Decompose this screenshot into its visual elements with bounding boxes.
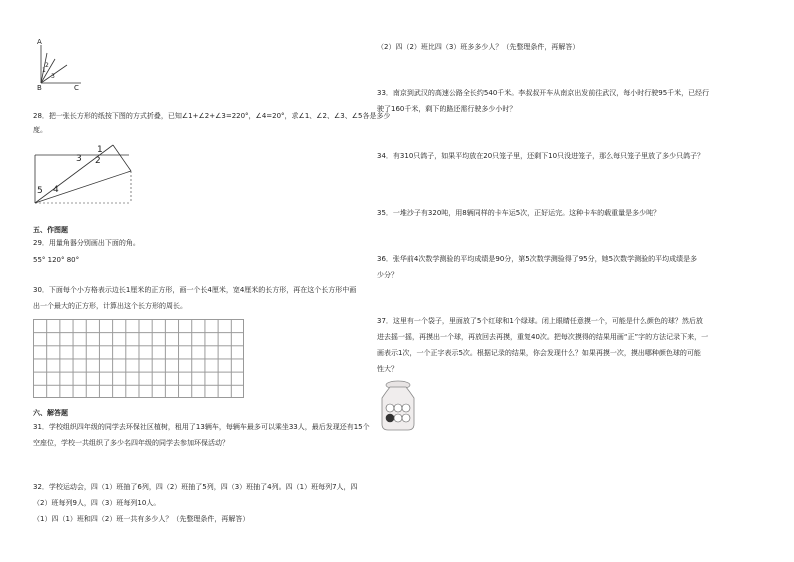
fold-angle-5-label: 5 [37,186,43,196]
ball-icon [402,414,410,422]
ball-bag-illustration [376,378,420,432]
q32-line2: （2）班每列9人，四（3）班每列10人。 [33,499,161,507]
square-grid [33,319,244,398]
q36-line1: 36．张华前4次数学测验的平均成绩是90分，第5次数学测验得了95分，她5次数学测验的平均成绩是多 [377,255,698,263]
q31-line2: 空座位，学校一共组织了多少名四年级的同学去参加环保活动？ [33,439,229,447]
ball-icon [386,414,394,422]
q37-line3: 画表示1次，一个正字表示5次。根据记录的结果，你会发现什么？如果再摸一次，摸出哪种颜色球的可能 [377,349,701,357]
point-b-label: B [37,84,42,92]
angle-1-label: 1 [42,67,46,74]
q31-line1: 31．学校组织四年级的同学去环保社区植树，租用了13辆车，每辆车最多可以乘坐33人，最后发现还有15个 [33,423,370,431]
q33-line2: 驶了160千米，剩下的路还需行驶多少小时？ [377,105,517,113]
angle-2-label: 2 [45,62,49,69]
point-c-label: C [74,84,79,92]
fold-angle-4-label: 4 [53,185,59,195]
q30-line2: 出一个最大的正方形，计算出这个长方形的周长。 [33,302,187,310]
q33-line1: 33．南京到武汉的高速公路全长约540千米。李叔叔开车从南京出发前往武汉，每小时行驶95千米，已经行 [377,89,710,97]
ball-icon [394,414,402,422]
folded-paper-figure [33,143,143,205]
fold-angle-2-label: 2 [95,156,101,166]
section-6-heading: 六、解答题 [33,409,68,417]
q28-line1: 28．把一张长方形的纸按下图的方式折叠，已知∠1+∠2+∠3=220°，∠4=20°，求∠1、∠2、∠3、∠5各是多少 [33,112,391,120]
ball-icon [394,404,402,412]
q32-part2: （2）四（2）班比四（3）班多多少人？（先整理条件，再解答） [377,43,580,51]
angle-3-label: 3 [51,73,55,80]
ball-icon [386,404,394,412]
fold-angle-3-label: 3 [76,154,82,164]
q35-text: 35．一堆沙子有320吨，用8辆同样的卡车运5次，正好运完。这种卡车的载重量是多少吨？ [377,209,661,217]
q29-line2: 55° 120° 80° [33,256,80,264]
section-5-heading: 五、作图题 [33,226,68,234]
q37-line4: 性大？ [377,365,398,373]
q29-line1: 29．用量角器分别画出下面的角。 [33,239,140,247]
q34-text: 34．有310只鸽子，如果平均放在20只笼子里，还剩下10只没进笼子，那么每只笼子里放了多少只鸽子？ [377,152,705,160]
ball-icon [402,404,410,412]
point-a-label: A [37,38,42,46]
q32-line1: 32．学校运动会，四（1）班抽了6列，四（2）班抽了5列，四（3）班抽了4列。四（1）班每列7人，四 [33,483,358,491]
q32-line3: （1）四（1）班和四（2）班一共有多少人？（先整理条件，再解答） [33,515,250,523]
q37-line2: 进去摇一摇，再摸出一个球，再放回去再摸，重复40次。把每次摸得的结果用画“正”字的方法记录下来，一 [377,333,709,341]
q30-line1: 30．下面每个小方格表示边长1厘米的正方形，画一个长4厘米，宽4厘米的长方形，再在这个长方形中画 [33,286,357,294]
q37-line1: 37．这里有一个袋子，里面放了5个红球和1个绿球。闭上眼睛任意摸一个，可能是什么颜色的球？然后放 [377,317,703,325]
q36-line2: 少分？ [377,271,398,279]
q28-line2: 度。 [33,126,47,134]
angle-figure [33,35,93,95]
fold-angle-1-label: 1 [97,145,103,155]
